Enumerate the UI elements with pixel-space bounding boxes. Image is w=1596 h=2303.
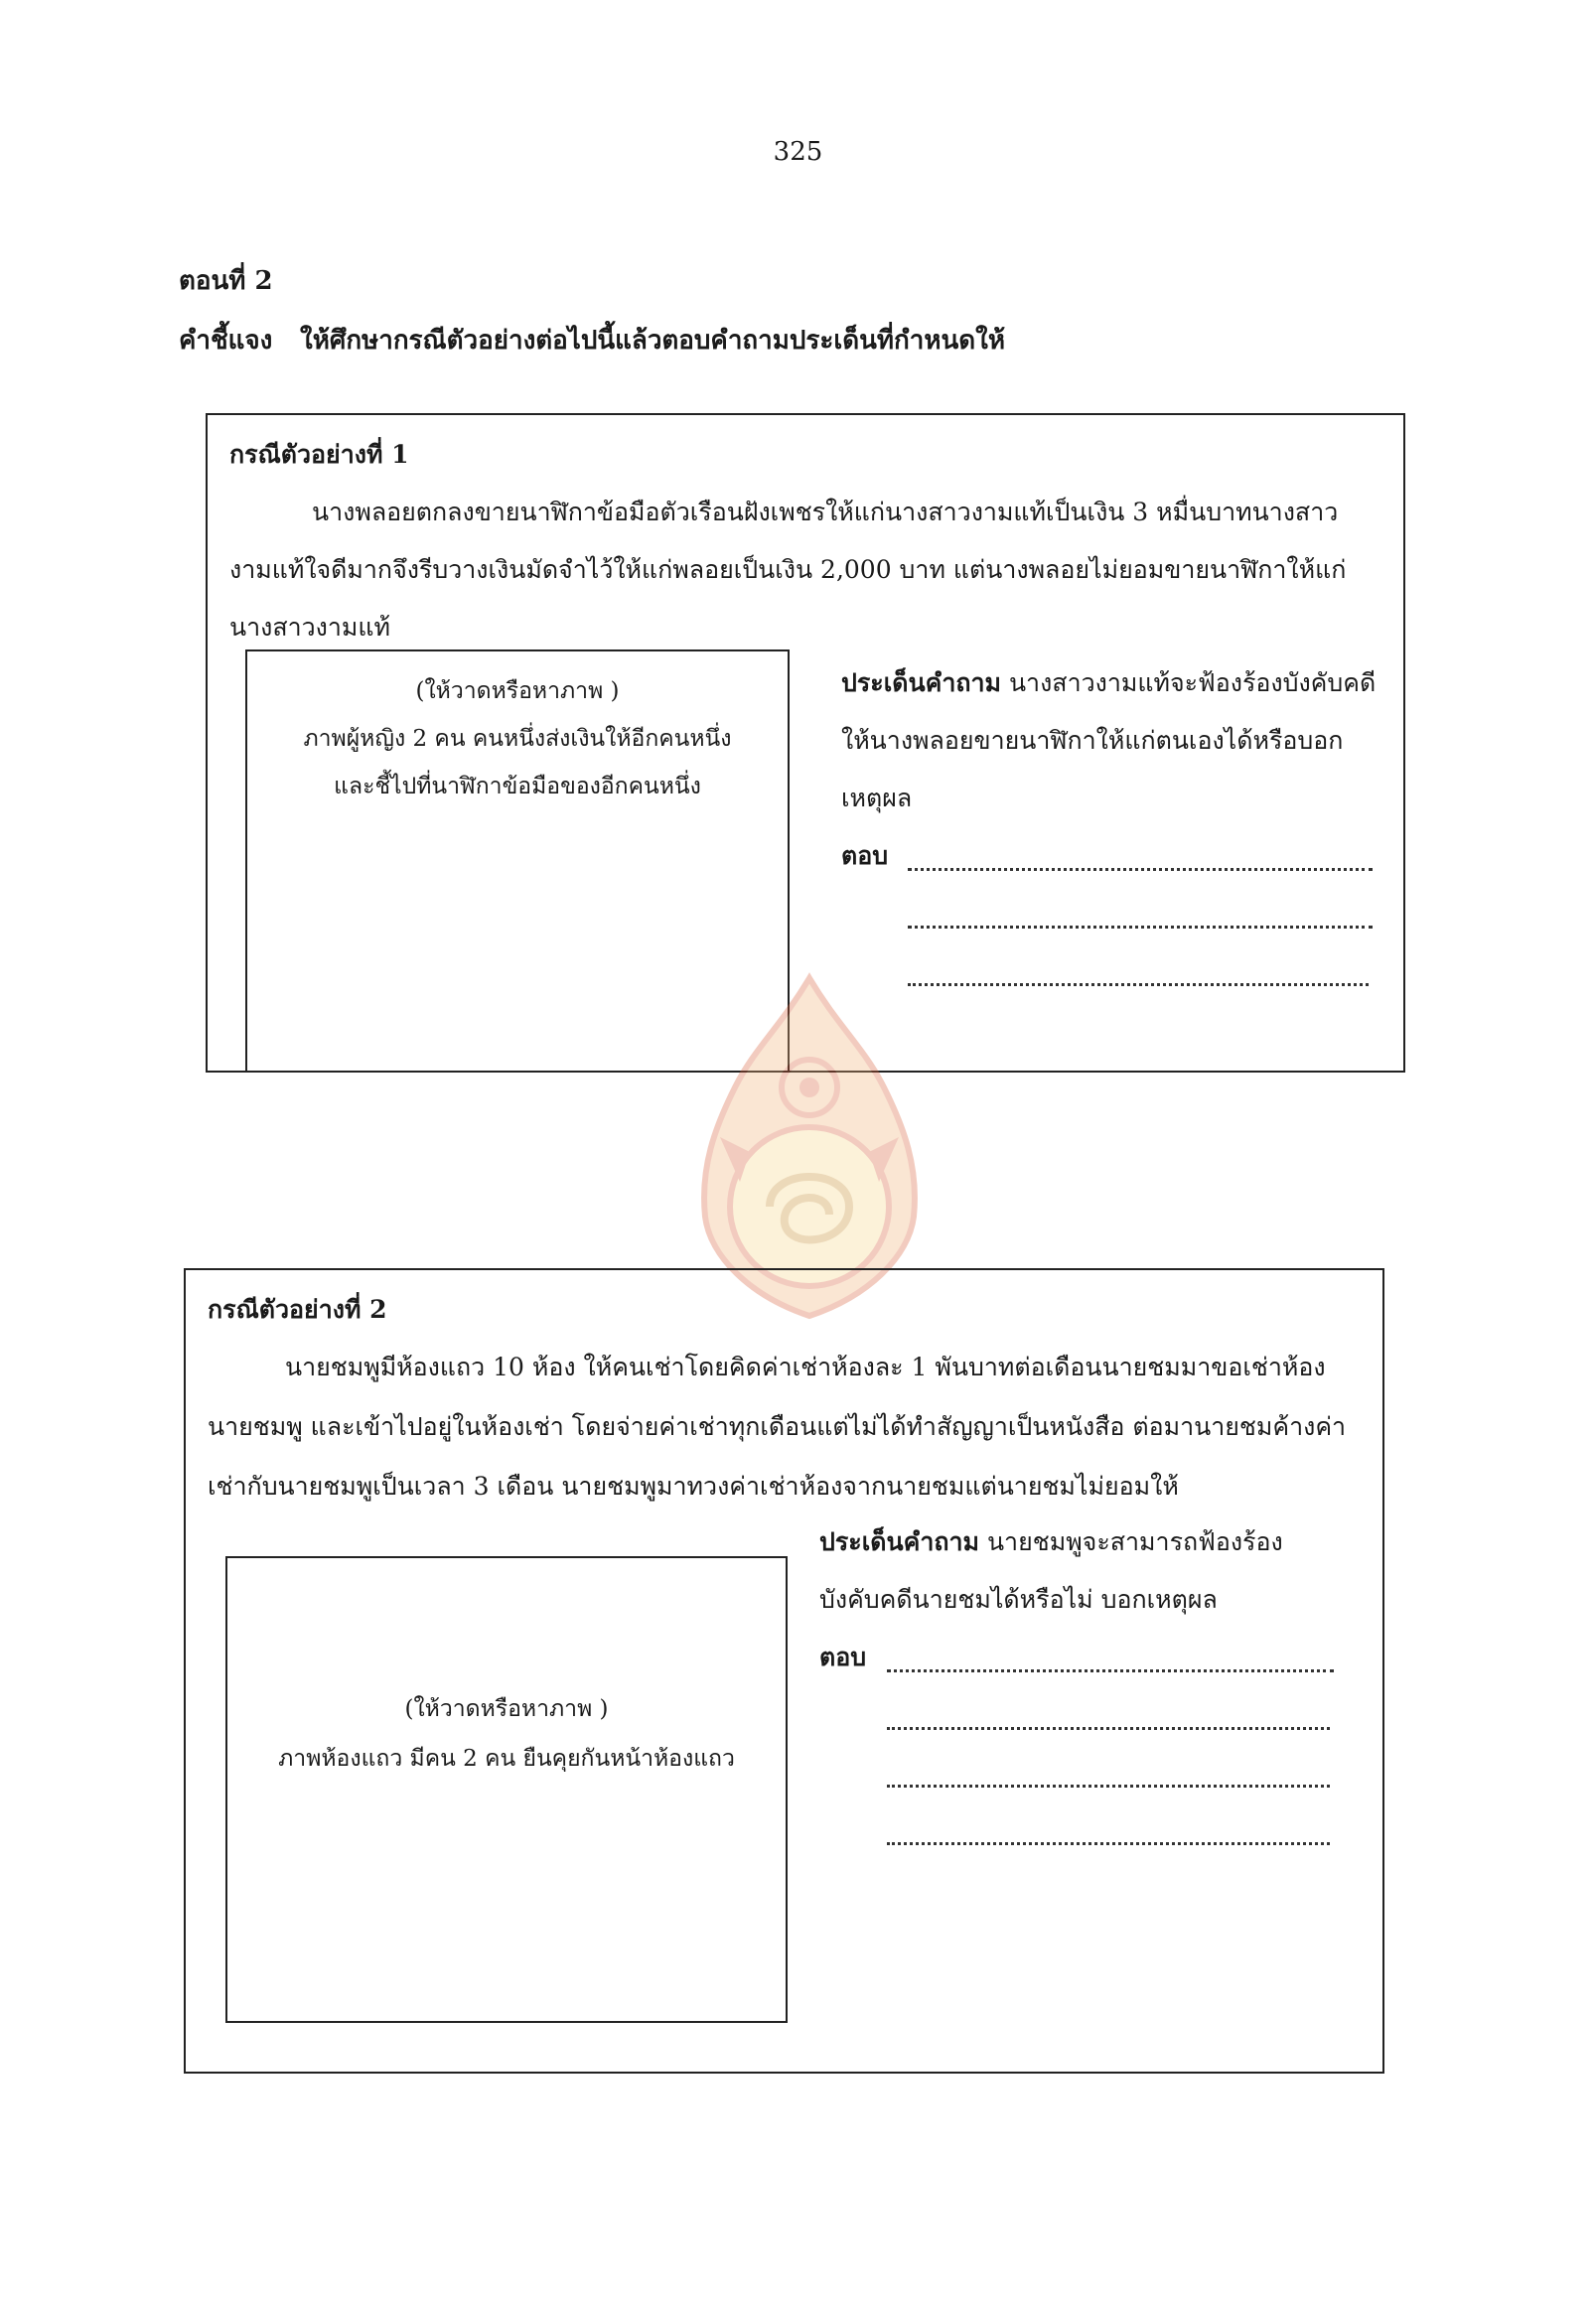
- case-2-text-line: นายชมพูมีห้องแถว 10 ห้อง ให้คนเช่าโดยคิดค่าเช่าห้องละ 1 พันบาทต่อเดือนนายชมมาขอเช่าห้อง: [285, 1353, 1326, 1381]
- case-2-text-line: นายชมพู และเข้าไปอยู่ในห้องเช่า โดยจ่ายค่าเช่าทุกเดือนแต่ไม่ได้ทำสัญญาเป็นหนังสือ ต่อมานายชมค้างค่า: [208, 1412, 1347, 1441]
- answer-line[interactable]: [908, 983, 1369, 986]
- answer-line[interactable]: [908, 868, 1373, 871]
- case-1-title: กรณีตัวอย่างที่ 1: [229, 440, 409, 469]
- instruction-label: คำชี้แจง: [179, 326, 273, 356]
- case-2-image-placeholder: [225, 1556, 788, 2023]
- question-label: ประเด็นคำถาม: [841, 668, 1002, 697]
- answer-line[interactable]: [887, 1842, 1330, 1845]
- answer-line[interactable]: [908, 926, 1373, 929]
- question-label: ประเด็นคำถาม: [819, 1527, 980, 1556]
- case-1-text-line: นางสาวงามแท้: [229, 613, 390, 642]
- question-text: นางสาวงามแท้จะฟ้องร้องบังคับคดี: [1008, 668, 1377, 697]
- case-1-question-line: [841, 663, 1376, 703]
- case-2-answer-label: ตอบ: [819, 1643, 867, 1671]
- section-label: ตอนที่ 2: [179, 266, 273, 296]
- case-2-question-line: [819, 1522, 1283, 1562]
- image-note-line: ภาพห้องแถว มีคน 2 คน ยืนคุยกันหน้าห้องแถว: [278, 1746, 735, 1772]
- case-1-question-line: เหตุผล: [841, 784, 913, 812]
- case-2-title: กรณีตัวอย่างที่ 2: [208, 1295, 387, 1324]
- case-2-text-line: เช่ากับนายชมพูเป็นเวลา 3 เดือน นายชมพูมาทวงค่าเช่าห้องจากนายชมแต่นายชมไม่ยอมให้: [208, 1472, 1179, 1501]
- case-2-question-line: บังคับคดีนายชมได้หรือไม่ บอกเหตุผล: [819, 1585, 1218, 1614]
- image-note-line: (ให้วาดหรือหาภาพ ): [415, 678, 620, 704]
- case-1-text-line: งามแท้ใจดีมากจึงรีบวางเงินมัดจำไว้ให้แก่พลอยเป็นเงิน 2,000 บาท แต่นางพลอยไม่ยอมขายนาฬิกาให้แก่: [229, 555, 1347, 584]
- case-2-box: [184, 1268, 1384, 2074]
- answer-line[interactable]: [887, 1785, 1330, 1788]
- answer-line[interactable]: [887, 1669, 1334, 1672]
- question-text: นายชมพูจะสามารถฟ้องร้อง: [986, 1527, 1283, 1556]
- image-note-line: (ให้วาดหรือหาภาพ ): [404, 1696, 609, 1722]
- case-1-answer-label: ตอบ: [841, 841, 889, 870]
- case-1-question-line: ให้นางพลอยขายนาฬิกาให้แก่ตนเองได้หรือบอก: [841, 726, 1344, 755]
- instruction-text: ให้ศึกษากรณีตัวอย่างต่อไปนี้แล้วตอบคำถามประเด็นที่กำหนดให้: [300, 326, 1005, 356]
- page-number: 325: [773, 137, 823, 167]
- answer-line[interactable]: [887, 1727, 1330, 1730]
- image-note-line: ภาพผู้หญิง 2 คน คนหนึ่งส่งเงินให้อีกคนหนึ่ง: [303, 726, 732, 752]
- image-note-line: และชี้ไปที่นาฬิกาข้อมือของอีกคนหนึ่ง: [334, 774, 701, 799]
- case-1-text-line: นางพลอยตกลงขายนาฬิกาข้อมือตัวเรือนฝังเพชรให้แก่นางสาวงามแท้เป็นเงิน 3 หมื่นบาทนางสาว: [312, 498, 1339, 526]
